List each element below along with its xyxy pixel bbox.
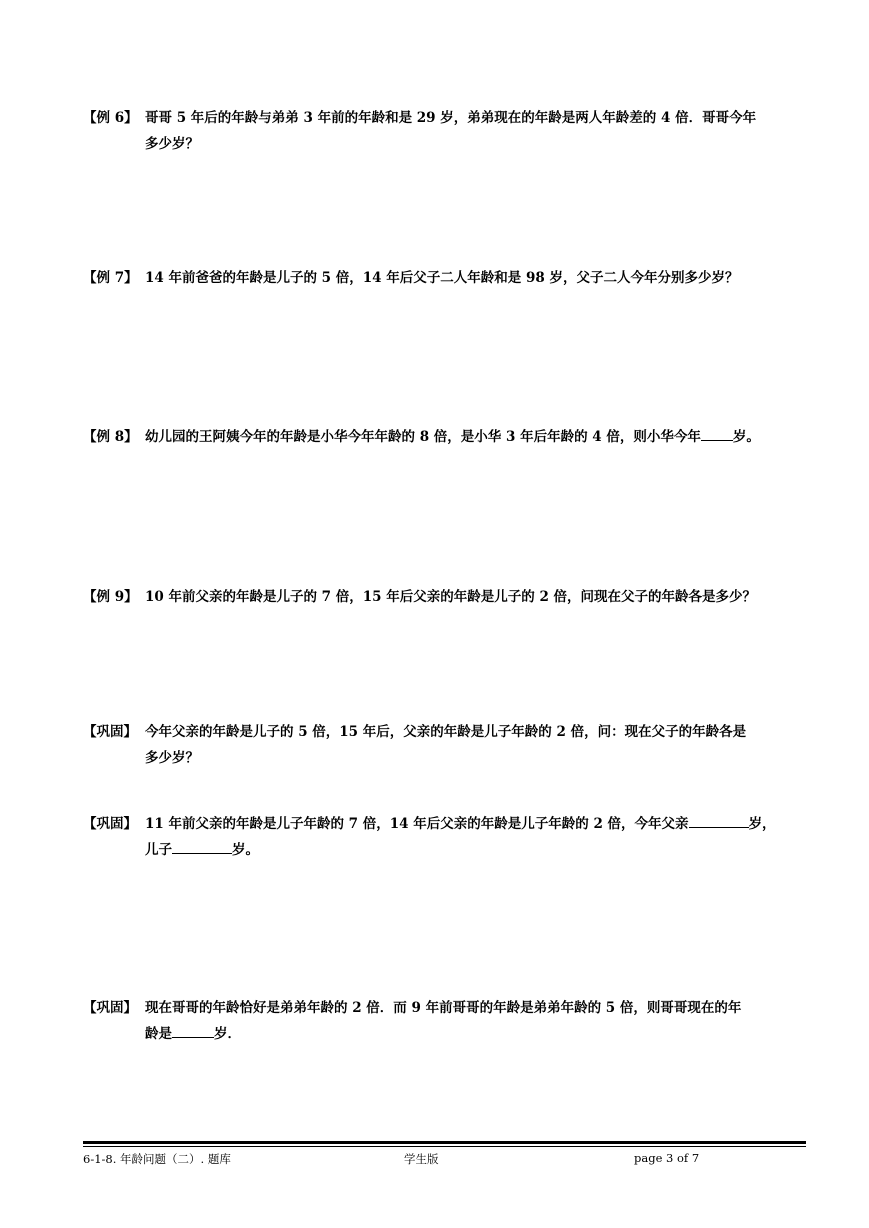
problem-text-line: 10 年前父亲的年龄是儿子的 7 倍，15 年后父亲的年龄是儿子的 2 倍，问现在父子的年龄各是多少？ [145,589,757,605]
problem-text: 岁． [214,1026,241,1042]
footer-rule [83,1146,806,1147]
footer-document-title: 6-1-8. 年龄问题（二）. 题库 [83,1152,231,1166]
footer-page-number: page 3 of 7 [634,1151,700,1165]
footer-rule [83,1141,806,1144]
problem-example-8 [83,424,809,450]
problem-text: 岁。 [732,429,760,445]
problem-text: 岁。 [232,842,259,858]
problem-tag: 【例 7】 [83,270,138,286]
problem-text: 幼儿园的王阿姨今年的年龄是小华今年年龄的 8 倍，是小华 3 年后年龄的 4 倍，则小华今年 [145,429,701,445]
problem-text-line: 多少岁？ [145,750,199,766]
problem-example-7 [83,265,809,291]
problem-text: 龄是 [145,1026,172,1042]
problem-text-line: 14 年前爸爸的年龄是儿子的 5 倍，14 年后父子二人年龄和是 98 岁，父子二人今年分别多少岁？ [145,270,739,286]
problem-tag: 【巩固】 [83,816,137,832]
problem-consolidation-3 [83,995,809,1047]
answer-blank-son[interactable] [172,838,232,854]
problem-consolidation-1 [83,719,809,771]
problem-tag: 【巩固】 [83,1000,137,1016]
answer-blank-father[interactable] [689,812,749,828]
problem-tag: 【例 6】 [83,110,138,126]
answer-blank[interactable] [172,1022,214,1038]
problem-text-line: 现在哥哥的年龄恰好是弟弟年龄的 2 倍．而 9 年前哥哥的年龄是弟弟年龄的 5 倍，则哥哥现在的年 [145,1000,742,1016]
problem-text-line: 今年父亲的年龄是儿子的 5 倍，15 年后，父亲的年龄是儿子年龄的 2 倍，问：现在父子的年龄各是 [145,724,747,740]
problem-text: 儿子 [145,842,172,858]
problem-consolidation-2 [83,811,809,863]
problem-text-line: 哥哥 5 年后的年龄与弟弟 3 年前的年龄和是 29 岁，弟弟现在的年龄是两人年龄差的 4 倍．哥哥今年 [145,110,757,126]
problem-tag: 【例 9】 [83,589,138,605]
footer-edition: 学生版 [404,1152,439,1166]
answer-blank[interactable] [701,425,733,441]
problem-example-9 [83,584,809,610]
problem-tag: 【例 8】 [83,429,138,445]
problem-example-6 [83,105,809,157]
problem-tag: 【巩固】 [83,724,137,740]
problem-text: 岁， [748,816,776,832]
problem-text-line: 多少岁？ [145,136,199,152]
problem-text: 11 年前父亲的年龄是儿子年龄的 7 倍，14 年后父亲的年龄是儿子年龄的 2 倍，今年父亲 [145,816,689,832]
